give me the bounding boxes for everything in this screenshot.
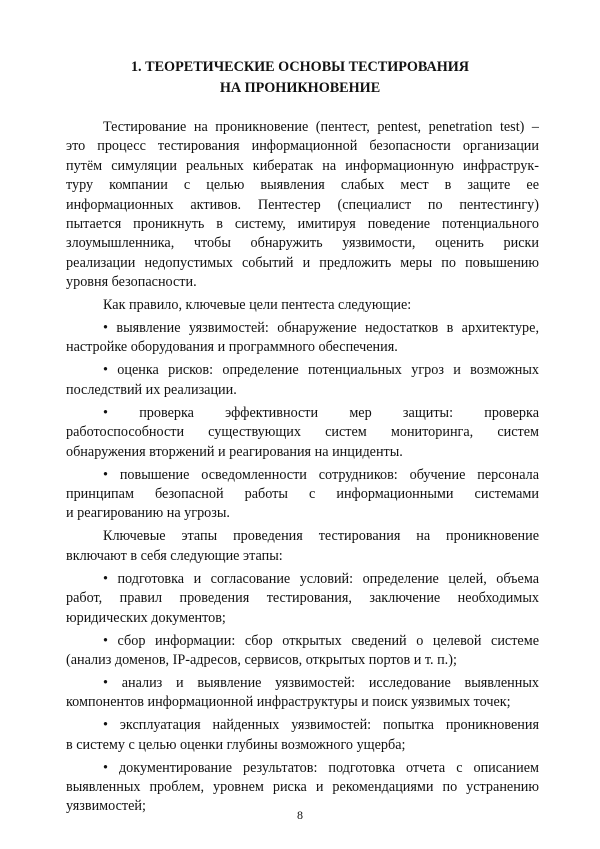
paragraph-line: злоумышленника, чтобы обнаружить уязвимости, оценить риски: [66, 235, 539, 252]
paragraph-line: последствий их реализации.: [66, 381, 237, 398]
body-text: [66, 118, 539, 820]
paragraph-line: работоспособности существующих систем мониторинга, систем: [66, 424, 539, 441]
paragraph-line: включают в себя следующие этапы:: [66, 547, 283, 564]
paragraph: [66, 674, 539, 713]
paragraph-line: Ключевые этапы проведения тестирования на проникновение: [103, 528, 539, 545]
paragraph: [66, 527, 539, 566]
paragraph-line: выявленных проблем, уровнем риска и рекомендациями по устранению: [66, 779, 539, 796]
paragraph-line: это процесс тестирования информационной безопасности организации: [66, 138, 539, 155]
paragraph-line: • оценка рисков: определение потенциальных угроз и возможных: [103, 362, 539, 379]
paragraph-line: Как правило, ключевые цели пентеста следующие:: [103, 297, 412, 314]
paragraph: [66, 361, 539, 400]
paragraph-line: компонентов информационной инфраструктуры и поиск уязвимых точек;: [66, 694, 511, 711]
paragraph: [66, 570, 539, 628]
paragraph-line: • анализ и выявление уязвимостей: исследование выявленных: [103, 674, 539, 691]
paragraph: [66, 716, 539, 755]
paragraph-line: Тестирование на проникновение (пентест, pentest, penetration test) –: [103, 119, 539, 135]
paragraph: [66, 404, 539, 462]
paragraph-line: обнаружения вторжений и реагирования на инциденты.: [66, 443, 403, 460]
paragraph-line: работ, правил проведения тестирования, заключение необходимых: [66, 590, 539, 607]
paragraph: [66, 466, 539, 524]
paragraph: [66, 296, 539, 315]
paragraph: [66, 118, 539, 293]
section-title-line: 1. ТЕОРЕТИЧЕСКИЕ ОСНОВЫ ТЕСТИРОВАНИЯ: [130, 59, 470, 75]
paragraph-line: уровня безопасности.: [66, 274, 197, 291]
paragraph: [66, 632, 539, 671]
paragraph-line: информационных активов. Пентестер (специалист по пентестингу): [66, 196, 539, 213]
paragraph-line: • сбор информации: сбор открытых сведений о целевой системе: [103, 632, 539, 649]
paragraph-line: • подготовка и согласование условий: определение целей, объема: [103, 570, 539, 587]
paragraph-line: • выявление уязвимостей: обнаружение недостатков в архитектуре,: [103, 320, 539, 337]
paragraph-line: в систему с целью оценки глубины возможного ущерба;: [66, 736, 406, 753]
paragraph: [66, 319, 539, 358]
paragraph-line: настройке оборудования и программного обеспечения.: [66, 339, 398, 356]
section-title: [70, 57, 530, 99]
paragraph-line: уязвимостей;: [66, 798, 146, 815]
paragraph-line: • эксплуатация найденных уязвимостей: попытка проникновения: [103, 717, 539, 734]
paragraph-line: реализации недопустимых событий и предложить меры по повышению: [66, 254, 539, 271]
paragraph-line: юридических документов;: [66, 609, 226, 626]
paragraph-line: • документирование результатов: подготовка отчета с описанием: [103, 759, 539, 776]
paragraph-line: (анализ доменов, IP-адресов, сервисов, открытых портов и т. п.);: [66, 651, 457, 668]
paragraph-line: • проверка эффективности мер защиты: проверка: [103, 404, 539, 421]
paragraph-line: • повышение осведомленности сотрудников: обучение персонала: [103, 466, 539, 483]
page-number: 8: [297, 808, 303, 822]
paragraph-line: пытается проникнуть в систему, имитируя поведение потенциального: [66, 215, 539, 232]
paragraph-line: туру компании с целью выявления слабых мест в защите ее: [66, 177, 539, 194]
paragraph-line: принципам безопасной работы с информационными системами: [66, 486, 539, 502]
paragraph-line: путём симуляции реальных кибератак на информационную инфраструк-: [66, 157, 539, 174]
paragraph-line: и реагированию на угрозы.: [66, 505, 230, 522]
section-title-line: НА ПРОНИКНОВЕНИЕ: [219, 80, 381, 96]
